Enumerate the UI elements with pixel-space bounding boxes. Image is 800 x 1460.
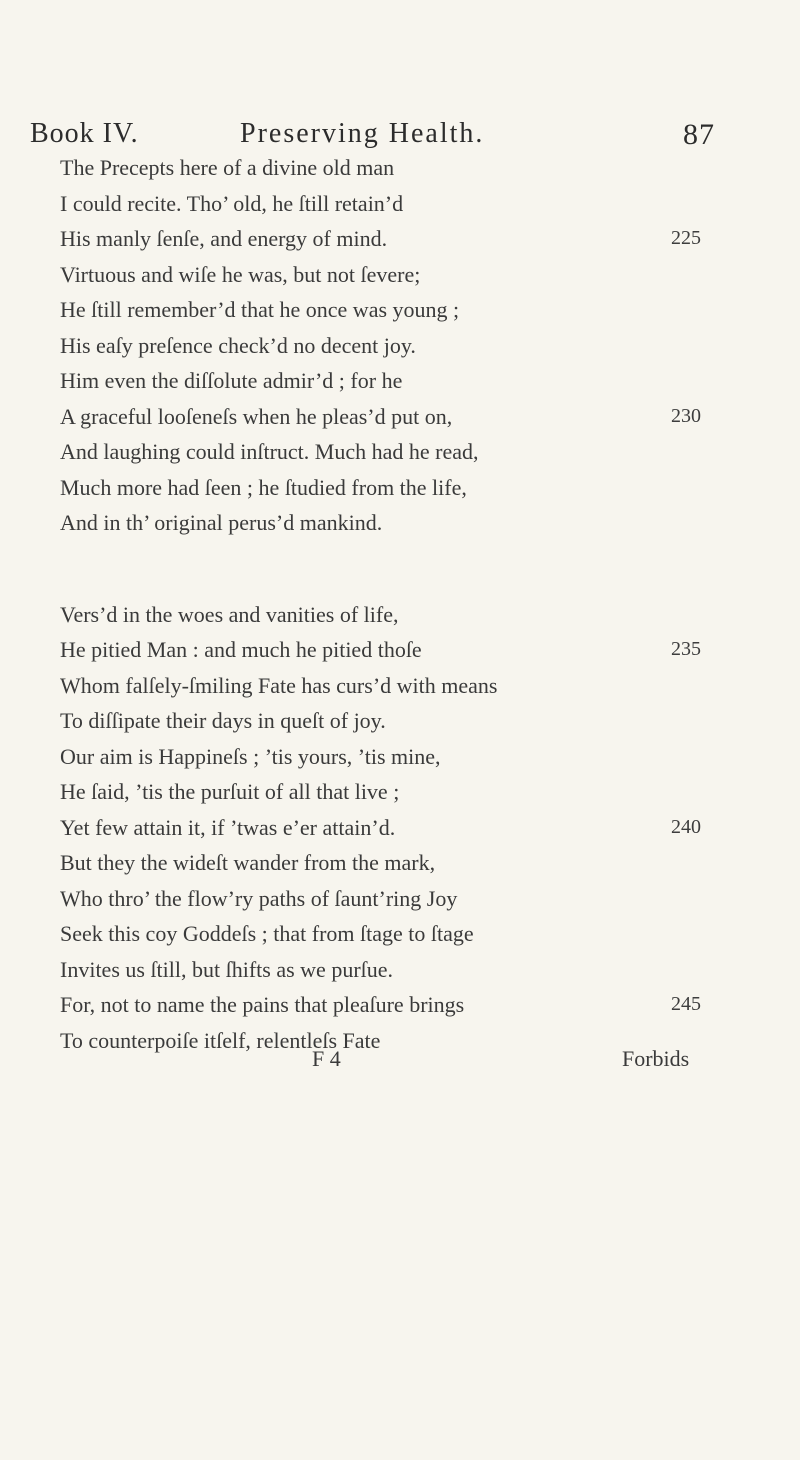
verse-text: The Precepts here of a divine old man	[60, 155, 395, 180]
verse-line	[60, 952, 720, 988]
verse-line	[60, 186, 720, 222]
verse-text: He pitied Man : and much he pitied thoſe	[60, 637, 422, 662]
page-number: 87	[683, 118, 715, 151]
line-number: 240	[671, 815, 701, 838]
verse-text: To counterpoiſe itſelf, relentleſs Fate	[60, 1027, 381, 1053]
verse-text: Who thro’ the flow’ry paths of ſaunt’ring Joy	[60, 885, 458, 911]
verse-text: For, not to name the pains that pleaſure brings	[60, 992, 465, 1017]
verse-text: He ſaid, ’tis the purſuit of all that live ;	[60, 779, 400, 804]
verse-line	[60, 1023, 720, 1059]
verse-line	[60, 399, 720, 435]
verse-text: Him even the diſſolute admir’d ; for he	[60, 368, 403, 393]
verse-line	[60, 703, 720, 739]
verse-text: Whom falſely-ſmiling Fate has curs’d with means	[60, 672, 498, 698]
line-number: 230	[671, 404, 701, 427]
verse-text: Vers’d in the woes and vanities of life,	[60, 601, 399, 627]
verse-line	[60, 739, 720, 775]
verse-line	[60, 916, 720, 952]
verse-text: His manly ſenſe, and energy of mind.	[60, 226, 388, 251]
verse-text: Much more had ſeen ; he ſtudied from the life,	[60, 474, 467, 500]
stanza-2	[60, 597, 720, 1059]
catchword: Forbids	[622, 1046, 690, 1071]
verse-text: And laughing could inſtruct. Much had he read,	[60, 439, 479, 464]
verse-line	[60, 845, 720, 881]
verse-line	[60, 632, 720, 668]
verse-line	[60, 505, 720, 541]
verse-line	[60, 668, 720, 704]
line-number: 235	[671, 638, 701, 660]
verse-text: Our aim is Happineſs ; ’tis yours, ’tis mine,	[60, 743, 441, 769]
verse-text: He ſtill remember’d that he once was young ;	[60, 297, 460, 322]
signature-mark: F 4	[312, 1046, 341, 1071]
verse-text: His eaſy preſence check’d no decent joy.	[60, 332, 416, 358]
verse-line	[60, 597, 720, 633]
verse-line	[60, 257, 720, 293]
stanza-1	[60, 150, 720, 541]
verse-line	[60, 292, 720, 328]
verse-text: I could recite. Tho’ old, he ſtill retain’d	[60, 190, 404, 216]
verse-text: A graceful looſeneſs when he pleas’d put on,	[60, 403, 453, 429]
verse-line	[60, 987, 720, 1023]
chapter-title: Preserving Health.	[240, 118, 485, 149]
stanza-break	[60, 541, 720, 597]
verse-line	[60, 774, 720, 810]
verse-text: Virtuous and wiſe he was, but not ſevere;	[60, 261, 421, 287]
verse-text: To diſſipate their days in queſt of joy.	[60, 708, 386, 733]
verse-line	[60, 470, 720, 506]
line-number: 245	[671, 993, 701, 1015]
verse-line	[60, 881, 720, 917]
verse-text: Seek this coy Goddeſs ; that from ſtage to ſtage	[60, 921, 474, 946]
verse-text: But they the wideſt wander from the mark,	[60, 850, 436, 875]
verse-line	[60, 150, 720, 186]
verse-text: Yet few attain it, if ’twas e’er attain’d.	[60, 814, 396, 840]
verse-text: And in th’ original perus’d mankind.	[60, 510, 383, 535]
verse-line	[60, 328, 720, 364]
verse-line	[60, 434, 720, 470]
verse-line	[60, 363, 720, 399]
verse-text: Invites us ſtill, but ſhifts as we purſue.	[60, 956, 394, 982]
verse-line	[60, 810, 720, 846]
verse-line	[60, 221, 720, 257]
line-number: 225	[671, 227, 701, 249]
book-label: Book IV.	[30, 118, 139, 149]
verse-body	[60, 150, 720, 1058]
